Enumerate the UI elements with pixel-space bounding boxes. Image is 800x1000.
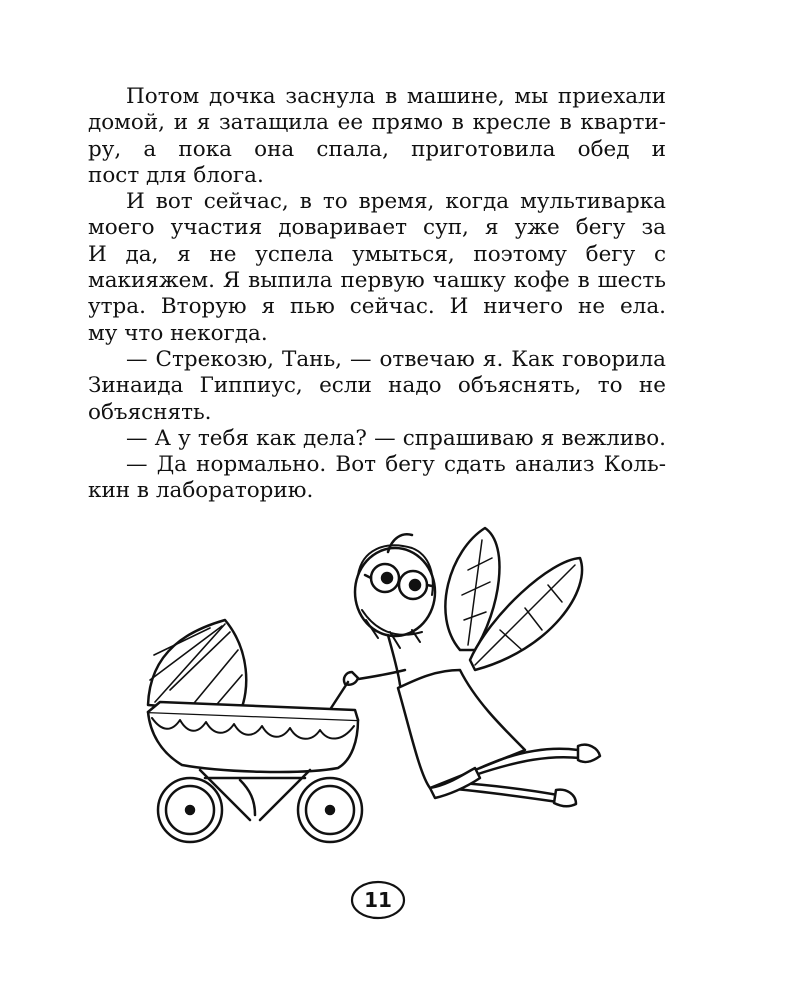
text-line: кин в лабораторию. [88,478,314,504]
text-line: Потом дочка заснула в машине, мы приехали [126,84,666,109]
text-line: — А у тебя как дела? — спрашиваю я вежливо. [126,425,666,451]
text-line: моего участия доваривает суп, я уже бегу за [88,215,666,241]
text-line: пост для блога. [88,162,264,188]
text-line: — Да нормально. Вот бегу сдать анализ Коль- [126,452,666,478]
text-line: му что некогда. [88,320,268,346]
page-number [350,880,406,920]
page-number-label: 11 [364,888,392,912]
body-text [88,84,666,505]
text-line: И да, я не успела умыться, поэтому бегу с [88,241,666,267]
text-line: ру, а пока она спала, приготовила обед и [88,136,666,162]
text-line: объяснять. [88,399,212,425]
text-line: макияжем. Я выпила первую чашку кофе в шесть [88,268,666,294]
text-line: И вот сейчас, в то время, когда мультиварка [126,189,666,215]
text-line: домой, и я затащила ее прямо в кресле в кварти- [88,110,666,136]
text-line: утра. Вторую я пью сейчас. И ничего не ела. [88,294,666,320]
dragonfly-mom-stroller-illustration [130,520,610,850]
text-line: — Стрекозю, Тань, — отвечаю я. Как говорила [126,346,666,372]
text-line: Зинаида Гиппиус, если надо объяснять, то не [88,373,666,399]
